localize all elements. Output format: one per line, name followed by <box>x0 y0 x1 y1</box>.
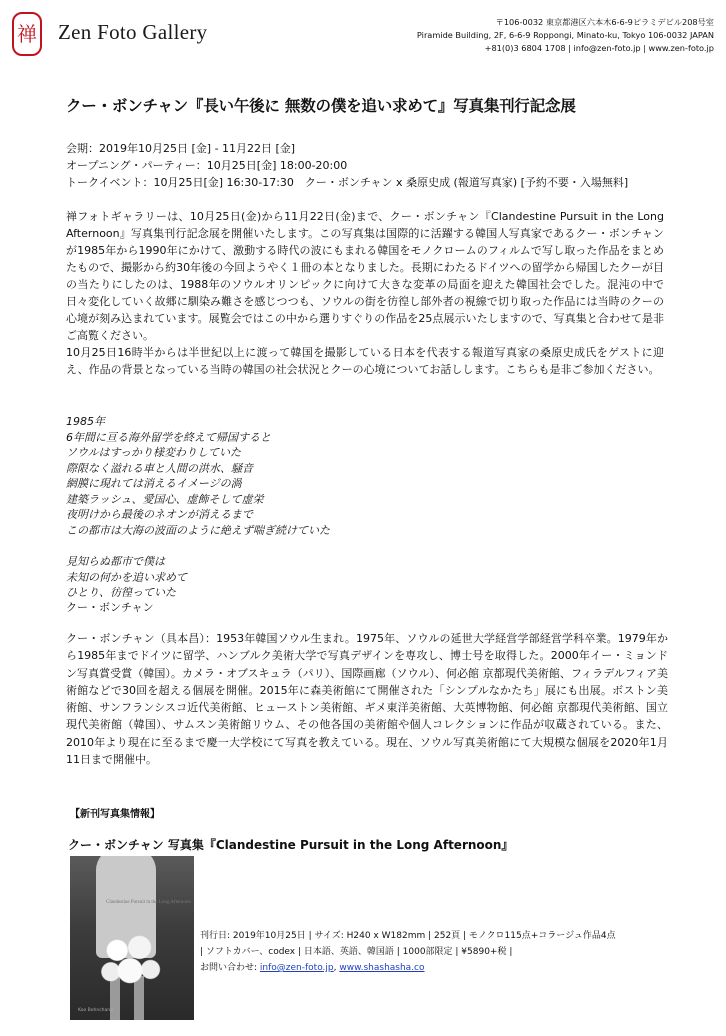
cover-author-text: Koo Bohnchang <box>78 1008 114 1013</box>
book-contact-line <box>200 960 616 976</box>
artist-poem <box>66 414 330 601</box>
exhibition-title: クー・ボンチャン『長い午後に 無数の僕を追い求めて』写真集刊行記念展 <box>66 97 576 115</box>
gallery-name: Zen Foto Gallery <box>58 20 208 44</box>
book-cover-image <box>70 856 194 1020</box>
poem-line: 見知らぬ都市で僕は <box>66 555 165 568</box>
shop-website-link[interactable]: www.shashasha.co <box>339 963 425 973</box>
contact-line: +81(0)3 6804 1708 | info@zen-foto.jp | www.zen-foto.jp <box>484 43 714 53</box>
exhibition-dates: 会期：2019年10月25日 [金] - 11月22日 [金] <box>66 142 296 155</box>
talk-event: トークイベント：10月25日[金] 16:30-17:30 クー・ボンチャン x 桑原史成 (報道写真家) [予約不要・入場無料] <box>66 176 629 189</box>
exhibition-info <box>66 140 628 191</box>
address-line-en: Piramide Building, 2F, 6-6-9 Roppongi, Minato-ku, Tokyo 106-0032 JAPAN <box>416 30 714 40</box>
book-title: クー・ボンチャン 写真集『Clandestine Pursuit in the Long Afternoon』 <box>68 838 514 852</box>
artist-biography: クー・ボンチャン（具本昌）：1953年韓国ソウル生まれ。1975年、ソウルの延世大学経営学部経営学科卒業。1979年から1985年までドイツに留学、ハンブルク美術大学で写真デザインを専攻し、博士号を取得した。2000年イー・ミョンドン写真賞受賞（韓国）。カメラ・オブスキュラ（パリ）、国際画廊（ソウル）、何必館 京都現代美術館、フィラデルフィア美術館などで30回を超える個展を開催。2015年に森美術館にて開催された「シンプルなかたち」展にも出展。ボストン美術館、サンフランシスコ近代美術館、ヒューストン美術館、ギメ東洋美術館、大英博物館、何必館 京都現代美術館、国立現代美術館（韓国）、サムスン美術館リウム、その他各国の美術館や個人コレクションに作品が収蔵されている。また、2010年より現在に至るまで慶一大学校にて写真を教えている。現在、ソウル写真美術館にて大規模な個展を2020年1月11日まで開催中。 <box>66 632 668 767</box>
contact-label: お問い合わせ: <box>200 963 260 973</box>
book-specs-line: | ソフトカバー、codex | 日本語、英語、韓国語 | 1000部限定 | ¥5890+税 | <box>200 947 513 957</box>
description-paragraph: 禅フォトギャラリーは、10月25日(金)から11月22日(金)まで、クー・ボンチャン『Clandestine Pursuit in the Long Afternoon』写真集刊行記念展を開催いたします。この写真集は国際的に活躍する韓国人写真家であるクー・ボンチャンが1985年から1990年にかけて、激動する時代の波にもまれる韓国をモノクロームのフィルムで写し取った作品をまとめたもので、撮影から約30年後の今回ようやく１冊の本となりました。長期にわたるドイツへの留学から帰国したクーが目の当たりにしたのは、1988年のソウルオリンピックに向けて大きな変革の局面を迎えた韓国社会でした。混沌の中で日々変化していく故郷に馴染み難さを感じつつも、ソウルの街を彷徨し部外者の視線で切り取った作品には当時のクーの心境が刻み込まれています。展覧会ではこの中から選りすぐりの作品を25点展示いたしますので、写真集と合わせて是非ご高覧ください。 <box>66 210 664 342</box>
logo-character: 禅 <box>17 22 37 46</box>
stanza-gap <box>66 538 330 554</box>
poem-line: ひとり、彷徨っていた <box>66 586 176 599</box>
gallery-address <box>417 16 714 55</box>
poem-line: 未知の何かを追い求めて <box>66 570 187 584</box>
contact-separator: , <box>333 963 340 973</box>
poem-line: この都市は大海の波面のように絶えず喘ぎ続けていた <box>66 523 330 537</box>
poem-line: 1985年 <box>66 415 105 428</box>
cover-balloons <box>98 930 162 988</box>
contact-email-link[interactable]: info@zen-foto.jp <box>259 963 334 973</box>
poem-line: 網膜に現れては消えるイメージの渦 <box>66 477 242 490</box>
description-paragraph: 10月25日16時半からは半世紀以上に渡って韓国を撮影している日本を代表する報道写真家の桑原史成氏をゲストに迎え、作品の背景となっている当時の韓国の社会状況とクーの心境についてお話しします。こちらも是非ご参加ください。 <box>66 346 664 376</box>
cover-title-text: Clandestine Pursuit in the Long Afternoon <box>106 900 191 905</box>
poem-line: ソウルはすっかり様変わりしていた <box>66 446 242 459</box>
new-book-section-label: 【新刊写真集情報】 <box>70 809 160 820</box>
poem-line: 6年間に亘る海外留学を終えて帰国すると <box>66 430 271 444</box>
book-details <box>200 928 616 976</box>
book-specs-line: 刊行日: 2019年10月25日 | サイズ: H240 x W182mm | 252頁 | モノクロ115点+コラージュ作品4点 <box>200 931 616 941</box>
poem-line: 際限なく溢れる車と人間の洪水、騒音 <box>66 461 253 475</box>
address-line-jp: 〒106-0032 東京都港区六本木6-6-9ピラミデビル208号室 <box>495 17 714 27</box>
poem-line: 夜明けから最後のネオンが消えるまで <box>66 508 253 521</box>
opening-party: オープニング・パーティー：10月25日[金] 18:00-20:00 <box>66 159 348 172</box>
poem-line: 建築ラッシュ、愛国心、虚飾そして虚栄 <box>66 492 264 506</box>
poem-signature: クー・ボンチャン <box>66 601 154 614</box>
gallery-logo-seal <box>12 12 42 56</box>
exhibition-description <box>66 208 664 378</box>
